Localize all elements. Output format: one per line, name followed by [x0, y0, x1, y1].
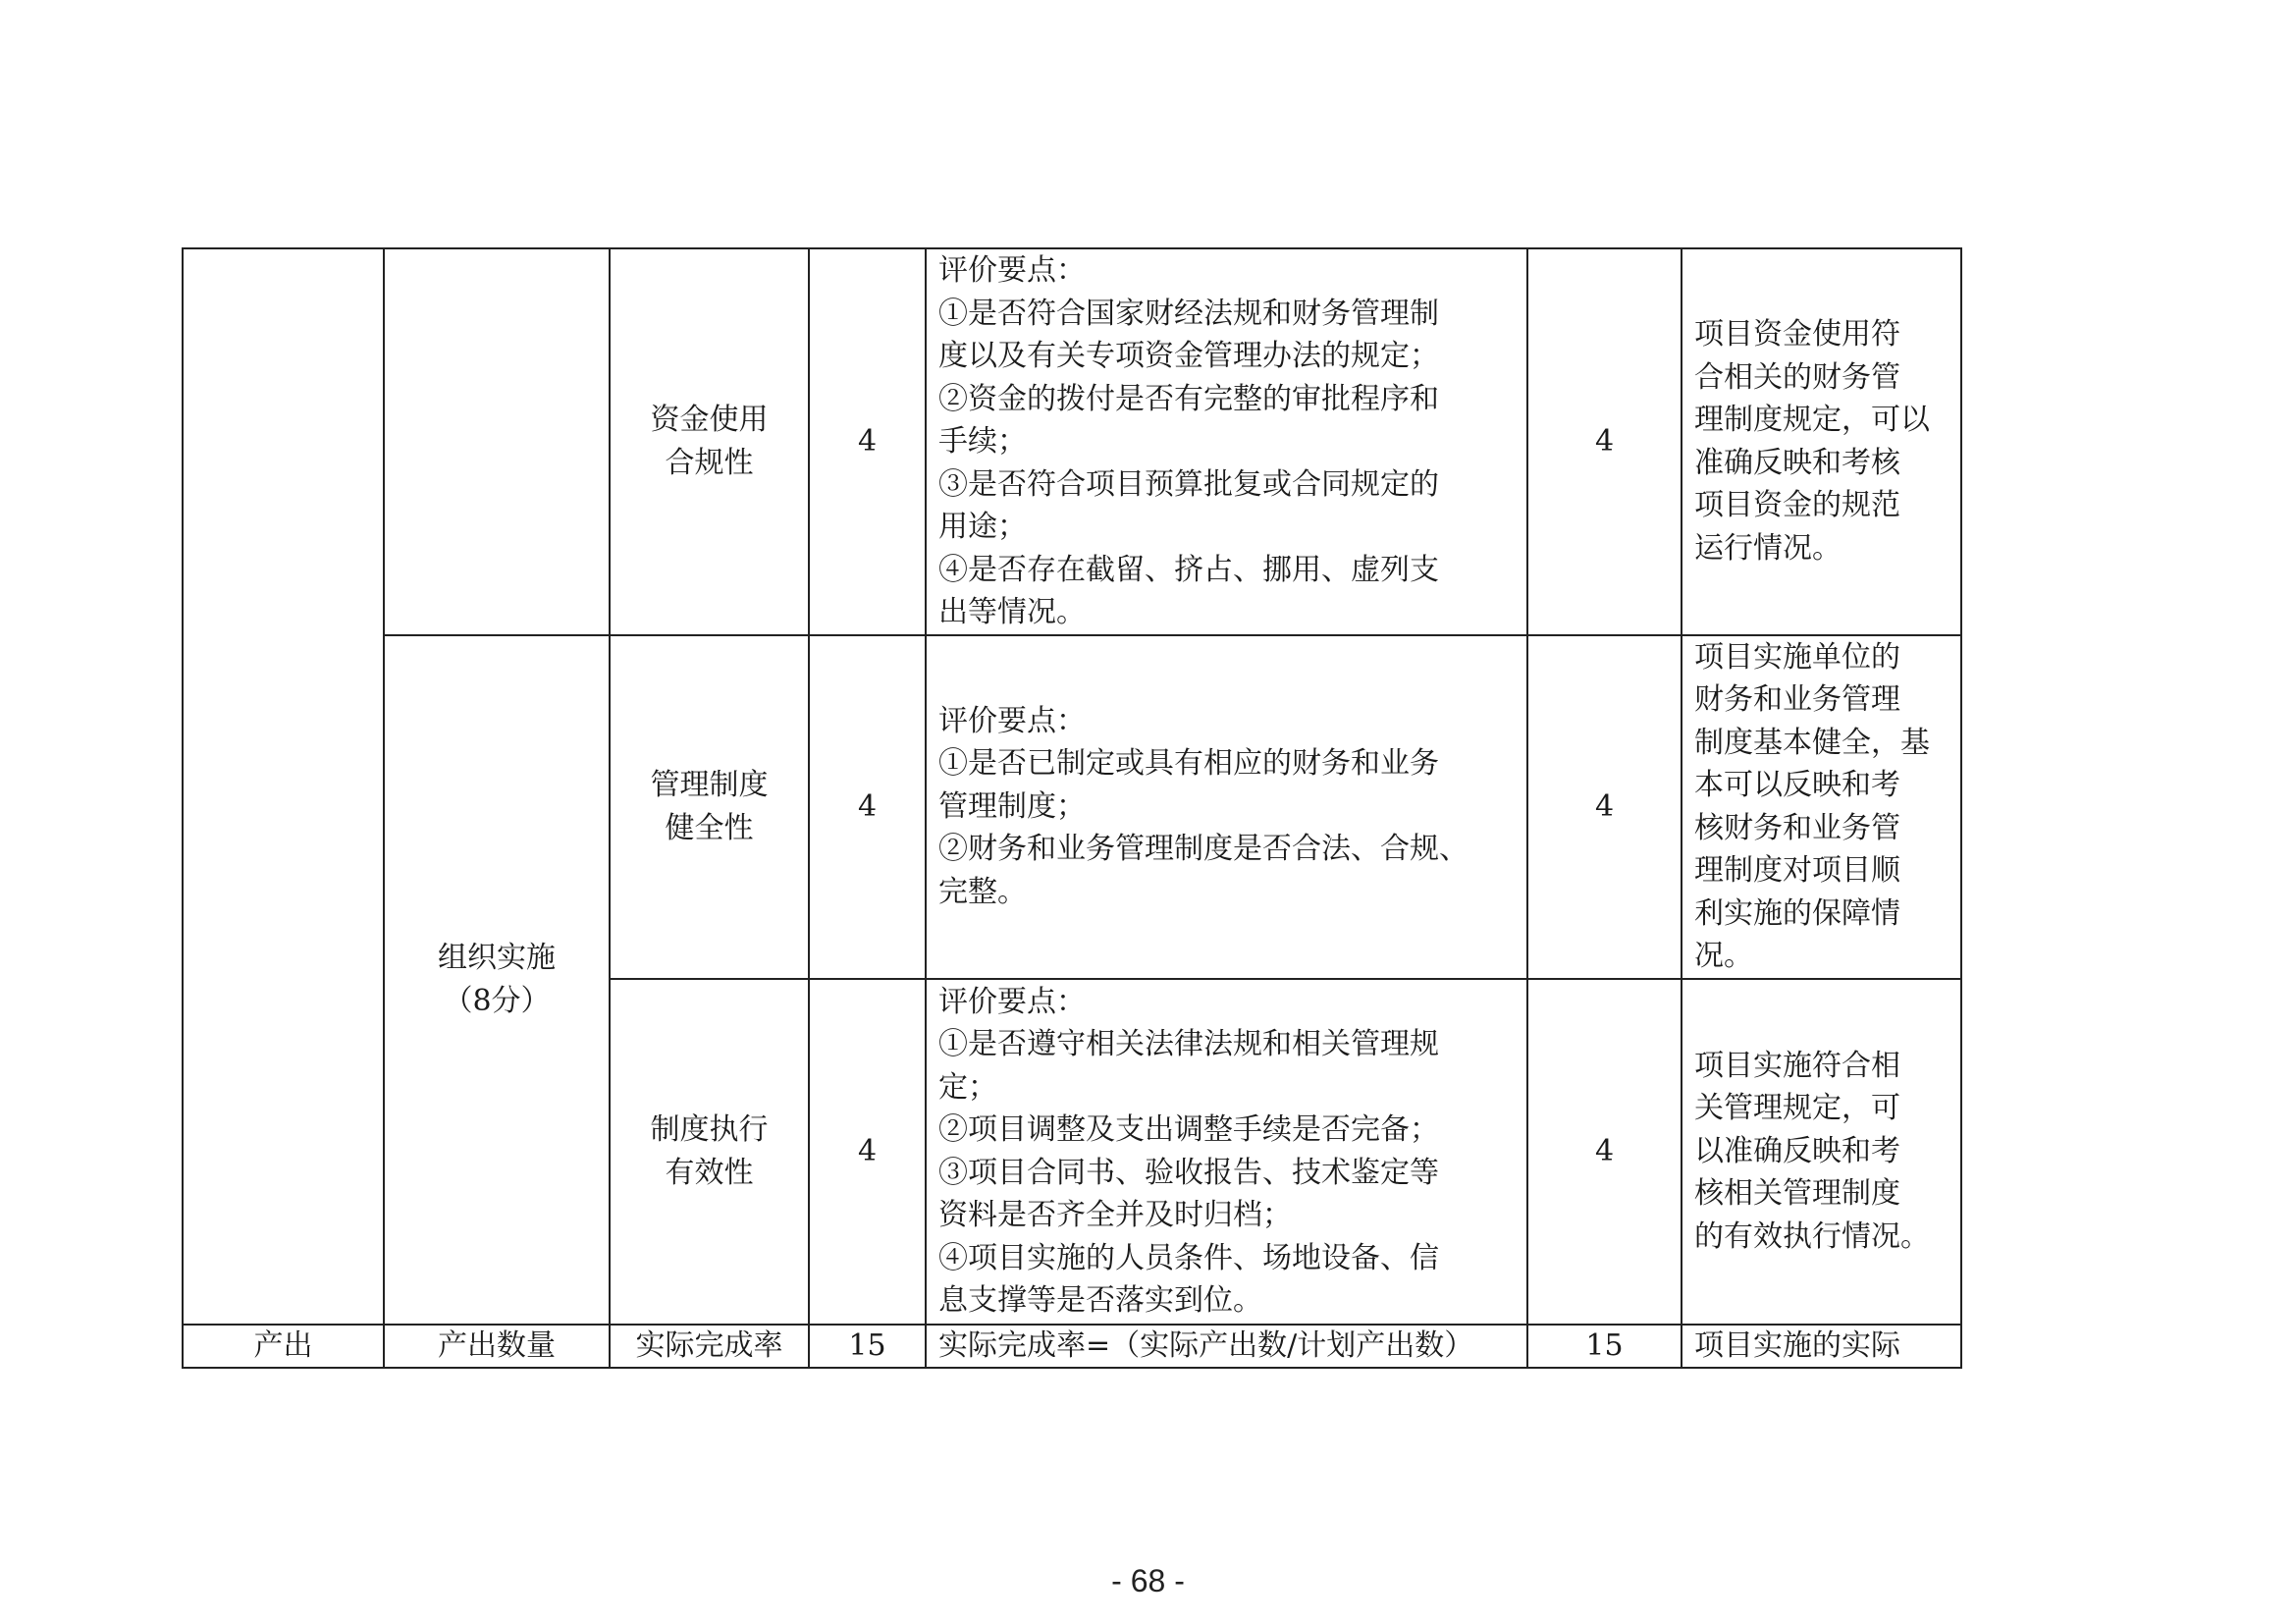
indicator-cell: 管理制度 健全性: [610, 635, 809, 979]
table-row: [183, 1325, 1961, 1368]
remark-cell: 项目资金使用符 合相关的财务管 理制度规定，可以 准确反映和考核 项目资金的规范 运行情况。: [1682, 248, 1961, 635]
level1-cell: 产出: [183, 1325, 384, 1368]
indicator-cell: 制度执行 有效性: [610, 979, 809, 1325]
criteria-cell: 评价要点： ①是否遵守相关法律法规和相关管理规 定； ②项目调整及支出调整手续是否完备； ③项目合同书、验收报告、技术鉴定等 资料是否齐全并及时归档； ④项目实施的人员条件、场地设备、信 息支撑等是否落实到位。: [926, 979, 1527, 1325]
level2-cell-empty: [384, 248, 610, 635]
group-cell: 组织实施 （8分）: [384, 635, 610, 1325]
table-row: [183, 248, 1961, 635]
weight-cell: 15: [809, 1325, 926, 1368]
indicator-cell: 资金使用 合规性: [610, 248, 809, 635]
score-cell: 4: [1527, 979, 1682, 1325]
criteria-cell: 评价要点： ①是否符合国家财经法规和财务管理制 度以及有关专项资金管理办法的规定； ②资金的拨付是否有完整的审批程序和 手续； ③是否符合项目预算批复或合同规定的 用途； ④是否存在截留、挤占、挪用、虚列支 出等情况。: [926, 248, 1527, 635]
weight-cell: 4: [809, 248, 926, 635]
indicator-cell: 实际完成率: [610, 1325, 809, 1368]
page-number: - 68 -: [1111, 1563, 1185, 1598]
level1-cell-empty: [183, 248, 384, 1325]
remark-cell: 项目实施的实际: [1682, 1325, 1961, 1368]
score-cell: 4: [1527, 248, 1682, 635]
weight-cell: 4: [809, 635, 926, 979]
evaluation-table: [182, 247, 1962, 1369]
criteria-cell: 评价要点： ①是否已制定或具有相应的财务和业务 管理制度； ②财务和业务管理制度是否合法、合规、 完整。: [926, 635, 1527, 979]
score-cell: 15: [1527, 1325, 1682, 1368]
level2-cell: 产出数量: [384, 1325, 610, 1368]
score-cell: 4: [1527, 635, 1682, 979]
weight-cell: 4: [809, 979, 926, 1325]
remark-cell: 项目实施符合相 关管理规定，可 以准确反映和考 核相关管理制度 的有效执行情况。: [1682, 979, 1961, 1325]
table-row: [183, 635, 1961, 979]
remark-cell: 项目实施单位的 财务和业务管理 制度基本健全，基 本可以反映和考 核财务和业务管 理制度对项目顺 利实施的保障情 况。: [1682, 635, 1961, 979]
criteria-cell: 实际完成率=（实际产出数/计划产出数）: [926, 1325, 1527, 1368]
